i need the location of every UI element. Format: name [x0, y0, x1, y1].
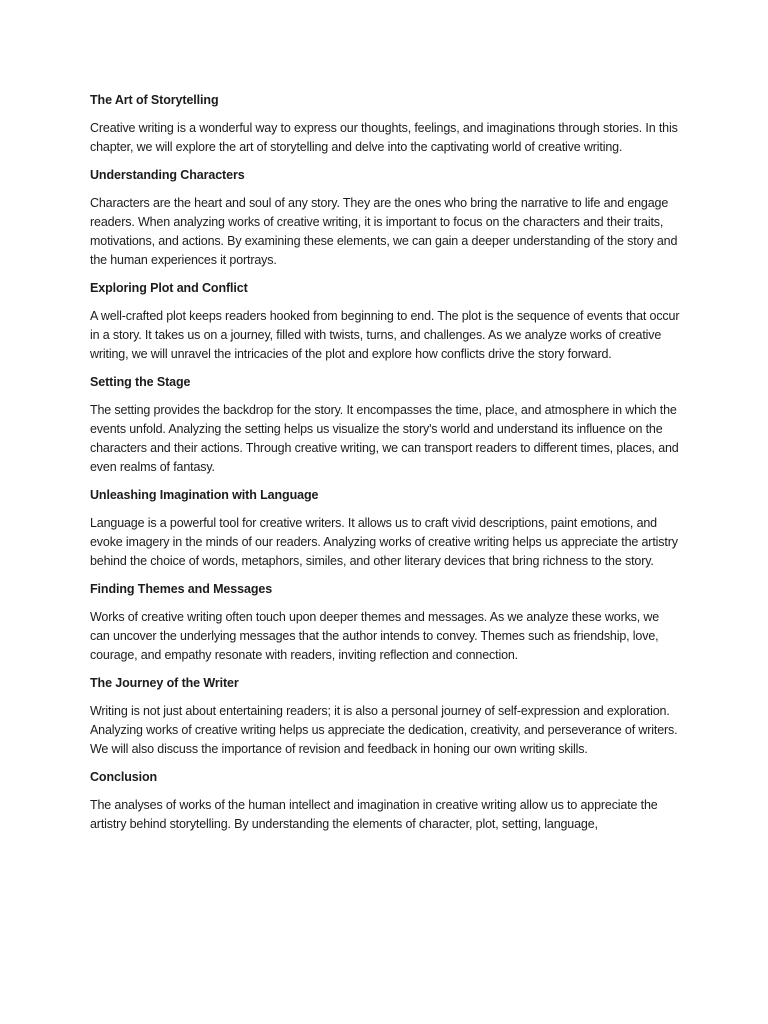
section-heading-characters: Understanding Characters: [90, 168, 245, 182]
intro-paragraph: Creative writing is a wonderful way to express our thoughts, feelings, and imaginations through stories. In this chapter, we will explore the art of storytelling and delve into the captivating world of creative writing.: [90, 121, 678, 154]
section-body-conclusion: The analyses of works of the human intellect and imagination in creative writing allow us to appreciate the artistry behind storytelling. By understanding the elements of character, plot, setting, language,: [90, 798, 658, 831]
section-heading-setting: Setting the Stage: [90, 375, 191, 389]
section-body-plot: A well-crafted plot keeps readers hooked from beginning to end. The plot is the sequence of events that occur in a story. It takes us on a journey, filled with twists, turns, and challenges. As we analyze works of creative writing, we will unravel the intricacies of the plot and explore how conflicts drive the story forward.: [90, 309, 680, 361]
section-heading-themes: Finding Themes and Messages: [90, 582, 273, 596]
section-body-themes: Works of creative writing often touch upon deeper themes and messages. As we analyze these works, we can uncover the underlying messages that the author intends to convey. Themes such as friendship, love, courage, and empathy resonate with readers, inviting reflection and connection.: [90, 610, 660, 662]
document-title: The Art of Storytelling: [90, 93, 219, 107]
section-heading-journey: The Journey of the Writer: [90, 676, 239, 690]
section-heading-language: Unleashing Imagination with Language: [90, 488, 319, 502]
section-body-setting: The setting provides the backdrop for the story. It encompasses the time, place, and atmosphere in which the events unfold. Analyzing the setting helps us visualize the story's world and understand its influence on the characters and their actions. Through creative writing, we can transport readers to different times, places, and even realms of fantasy.: [90, 403, 679, 474]
section-body-characters: Characters are the heart and soul of any story. They are the ones who bring the narrative to life and engage readers. When analyzing works of creative writing, it is important to focus on the characters and their traits, motivations, and actions. By examining these elements, we can gain a deeper understanding of the story and the human experiences it portrays.: [90, 196, 678, 267]
section-body-journey: Writing is not just about entertaining readers; it is also a personal journey of self-expression and exploration. Analyzing works of creative writing helps us appreciate the dedication, creativity, and perseverance of writers. We will also discuss the importance of revision and feedback in honing our own writing skills.: [90, 704, 678, 756]
section-heading-conclusion: Conclusion: [90, 770, 158, 784]
section-body-language: Language is a powerful tool for creative writers. It allows us to craft vivid descriptions, paint emotions, and evoke imagery in the minds of our readers. Analyzing works of creative writing helps us appreciate the artistry behind the choice of words, metaphors, similes, and other literary devices that bring richness to the story.: [90, 516, 678, 568]
document-page: [90, 91, 680, 843]
section-heading-plot: Exploring Plot and Conflict: [90, 281, 248, 295]
